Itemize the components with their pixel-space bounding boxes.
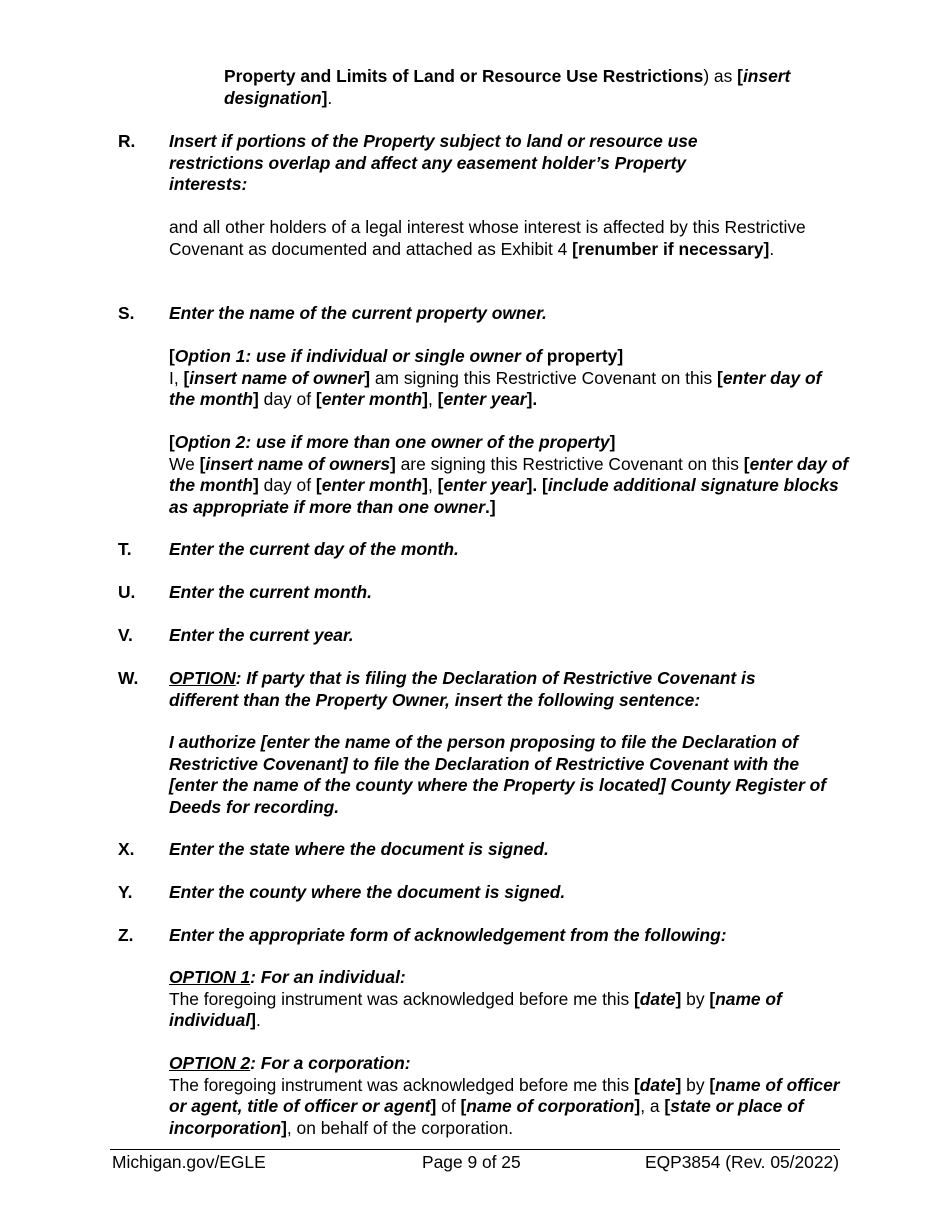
bracket: .] <box>485 496 496 517</box>
text: ) as <box>703 66 738 86</box>
bracket: [ <box>633 988 640 1009</box>
bracket: ] <box>634 1096 641 1117</box>
item-w-heading <box>169 668 819 711</box>
option-2-body <box>169 454 849 519</box>
bracket: [ <box>717 367 723 388</box>
text: We <box>169 453 200 474</box>
text: . <box>327 87 333 108</box>
footer-form-id: EQP3854 (Rev. 05/2022) <box>645 1152 839 1172</box>
bracket: [ <box>315 475 322 496</box>
placeholder-text: date <box>639 1074 676 1095</box>
bracket: ] <box>253 475 259 496</box>
placeholder-text: insert designation <box>224 66 791 108</box>
option-word: OPTION <box>169 668 236 688</box>
bracket: [ <box>169 432 175 452</box>
placeholder-text: Option 2: use if more than one owner of the property <box>174 432 610 452</box>
bold-text: Property and Limits of Land or Resource Use Restrictions <box>224 66 704 86</box>
bracket: ]. <box>526 389 538 410</box>
bracket: ] <box>250 1010 256 1031</box>
bracket: ] <box>422 389 428 410</box>
bracket: [ <box>633 1074 640 1095</box>
text: are signing this Restrictive Covenant on this <box>395 453 744 474</box>
item-s-option-2 <box>169 432 849 518</box>
bracket: [ <box>709 1074 716 1095</box>
bracket: [ <box>460 1096 467 1117</box>
item-z-heading: Enter the appropriate form of acknowledgement from the following: <box>169 925 727 945</box>
item-t-heading: Enter the current day of the month. <box>169 539 459 559</box>
item-letter-y: Y. <box>118 882 133 902</box>
bracket: [ <box>315 389 322 410</box>
item-letter-t: T. <box>118 539 132 559</box>
item-letter-x: X. <box>118 839 135 859</box>
bracket: [ <box>743 453 750 474</box>
item-r-heading: Insert if portions of the Property subject to land or resource use restrictions overlap and affect any easement holder’s Property interests: <box>169 131 698 195</box>
text: am signing this Restrictive Covenant on this <box>370 367 718 388</box>
bracket: [ <box>169 346 175 366</box>
bold-text: [renumber if necessary] <box>572 238 770 259</box>
bracket: ] <box>321 87 328 108</box>
option-2-heading <box>169 1053 841 1075</box>
text: day of <box>258 475 316 496</box>
bracket: ] <box>430 1096 437 1117</box>
item-letter-v: V. <box>118 625 133 645</box>
text: , <box>427 389 438 410</box>
item-x-heading: Enter the state where the document is signed. <box>169 839 549 859</box>
footer-page-number: Page 9 of 25 <box>422 1152 521 1172</box>
item-z-option-2 <box>169 1053 841 1139</box>
placeholder-text: date <box>639 988 676 1009</box>
item-letter-w: W. <box>118 668 139 688</box>
item-letter-s: S. <box>118 303 135 323</box>
item-u-heading: Enter the current month. <box>169 582 372 602</box>
placeholder-text: state or place of incorporation <box>169 1096 804 1138</box>
bracket: ] <box>281 1117 287 1138</box>
bracket: [ <box>709 988 716 1009</box>
bracket: [ <box>737 66 743 86</box>
item-w-sentence: I authorize [enter the name of the person proposing to file the Declaration of Restrictive Covenant] to file the Declaration of Restrictive Covenant with the [enter the name of the county where the Property is located] County Register of Deeds for recording. <box>169 732 827 817</box>
placeholder-text: enter day of the month <box>169 453 849 496</box>
option-1-body <box>169 989 834 1032</box>
placeholder-text: enter day of the month <box>169 367 822 410</box>
text: and all other holders of a legal interest whose interest is affected by this Restrictive Covenant as documented and attached as Exhibit 4 <box>169 217 806 259</box>
bracket: ] <box>609 432 616 452</box>
text: . <box>769 238 775 259</box>
item-r-body <box>169 217 819 260</box>
bracket: [ <box>664 1096 671 1117</box>
option-label: OPTION 1 <box>169 967 251 987</box>
text: , a <box>640 1096 665 1117</box>
bracket: ] <box>675 988 682 1009</box>
text: , on behalf of the corporation. <box>286 1117 514 1138</box>
item-y-heading: Enter the county where the document is signed. <box>169 882 566 902</box>
bold-text: property] <box>541 346 624 366</box>
text: day of <box>258 389 316 410</box>
option-2-heading <box>169 432 849 454</box>
option-title: : For a corporation: <box>250 1053 411 1073</box>
item-letter-u: U. <box>118 582 136 602</box>
item-letter-r: R. <box>118 131 136 151</box>
placeholder-text: enter month <box>321 475 423 496</box>
placeholder-text: enter month <box>321 389 423 410</box>
text: . <box>255 1010 261 1031</box>
option-label: OPTION 2 <box>169 1053 251 1073</box>
option-1-heading <box>169 346 849 368</box>
option-1-heading <box>169 967 834 989</box>
text: , <box>427 475 438 496</box>
bracket: [ <box>199 453 206 474</box>
text: I, <box>169 367 184 388</box>
option-2-body <box>169 1075 841 1140</box>
placeholder-text: enter year <box>443 389 527 410</box>
continuation-paragraph <box>224 66 864 109</box>
footer-divider <box>110 1149 840 1150</box>
bracket: ] <box>253 389 259 410</box>
text: of <box>436 1096 461 1117</box>
placeholder-text: insert name of owners <box>205 453 390 474</box>
placeholder-text: Option 1: use if individual or single owner of <box>174 346 542 366</box>
bracket: [ <box>183 367 190 388</box>
placeholder-text: enter year <box>443 475 527 496</box>
bracket: ] <box>390 453 396 474</box>
option-title: : For an individual: <box>250 967 406 987</box>
footer-left: Michigan.gov/EGLE <box>112 1152 266 1172</box>
text: by <box>681 1074 710 1095</box>
bracket: ] <box>364 367 371 388</box>
text: by <box>681 988 710 1009</box>
bracket: ] <box>422 475 428 496</box>
option-1-body <box>169 368 849 411</box>
text: The foregoing instrument was acknowledged before me this <box>169 1074 634 1095</box>
bracket: [ <box>437 475 444 496</box>
placeholder-text: name of officer or agent, title of officer or agent <box>169 1074 840 1117</box>
placeholder-text: name of individual <box>169 988 782 1031</box>
bracket: [ <box>437 389 444 410</box>
item-letter-z: Z. <box>118 925 134 945</box>
item-s-option-1 <box>169 346 849 411</box>
placeholder-text: include additional signature blocks as appropriate if more than one owner <box>169 475 839 517</box>
heading-rest: : If party that is filing the Declaration of Restrictive Covenant is different than the Property Owner, insert the following sentence: <box>169 668 756 710</box>
placeholder-text: name of corporation <box>466 1096 635 1117</box>
item-v-heading: Enter the current year. <box>169 625 354 645</box>
bracket: ] <box>675 1074 682 1095</box>
text: The foregoing instrument was acknowledged before me this <box>169 988 634 1009</box>
item-s-heading: Enter the name of the current property owner. <box>169 303 547 323</box>
bracket: ]. [ <box>526 475 548 496</box>
placeholder-text: insert name of owner <box>189 367 365 388</box>
item-z-option-1 <box>169 967 834 1032</box>
